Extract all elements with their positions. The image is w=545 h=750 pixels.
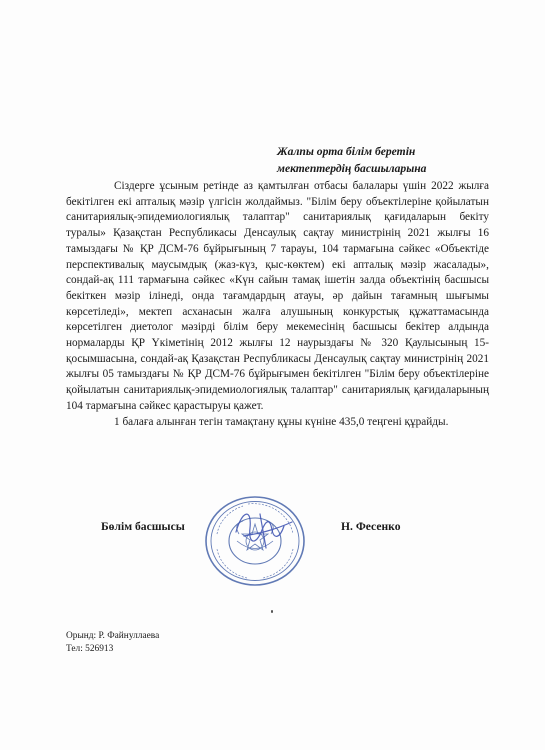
- footer-block: [66, 630, 159, 656]
- executor-line: Орынд: Р. Файнуллаева: [66, 631, 160, 641]
- signatory-name: Н. Фесенко: [341, 520, 401, 533]
- body-paragraph-1: Сіздерге ұсыным ретінде аз қамтылған отбасы балалары үшін 2022 жылға бекітілген екі апталық мәзір үлгісін жолдаймыз. "Білім беру объектілеріне қойылатын санитариялық-эпидемиологиялық талаптар" санитариялық қағидаларын бекіту туралы» Қазақстан Республикасы Денсаулық сақтау министрінің 2021 жылғы 16 тамыздағы № ҚР ДСМ-76 бұйрығының 7 тарауы, 104 тармағына сәйкес «Объектіде перспективалық маусымдық (жаз-күз, қыс-көктем) екі апталық мәзір жасалады», сондай-ақ 111 тармағына сәйкес «Күн сайын тамақ ішетін залда объектінің басшысы бекіткен мәзір ілінеді, онда тағамдардың атауы, әр дайын тағамның шығымы көрсетіледі», мектеп асханасын жалға алушының конкурстық құжаттамасында көрсетілген диетолог мәзірді білім беру мекемесінің басшысы бекітер алдында нормаларды ҚР Үкіметінің 2012 жылғы 12 наурыздағы № 320 Қаулысының 15-қосымшасына, сондай-ақ Қазақстан Республикасы Денсаулық сақтау министрінің 2021 жылғы 05 тамыздағы № ҚР ДСМ-76 бұйрығымен бекітілген "Білім беру объектілеріне қойылатын санитариялық-эпидемиологиялық талаптар" санитариялық қағидаларының 104 тармағына сәйкес қарастыруы қажет.: [66, 180, 489, 412]
- letter-body: [66, 179, 489, 430]
- signature-icon: [230, 500, 300, 560]
- recipient-line-2: мектептердің басшыларына: [277, 162, 427, 175]
- signatory-title: Бөлім басшысы: [101, 520, 185, 533]
- recipient-block: [277, 143, 497, 177]
- body-paragraph-2: 1 балаға алынған тегін тамақтану құны күніне 435,0 теңгені құрайды.: [114, 415, 449, 428]
- recipient-line-1: Жалпы орта білім беретін: [277, 145, 416, 158]
- page-mark: [271, 610, 273, 613]
- phone-line: Тел: 526913: [66, 644, 114, 654]
